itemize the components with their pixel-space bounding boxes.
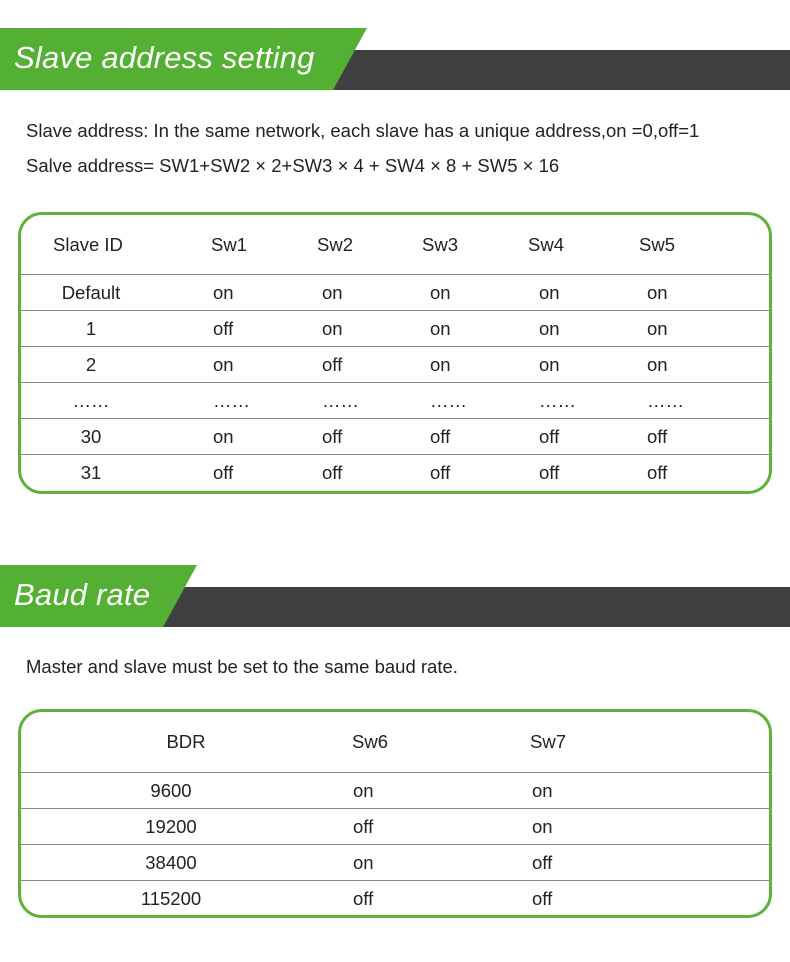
table-cell: 9600 xyxy=(150,780,192,801)
table-cell: off xyxy=(322,354,343,375)
table-cell: off xyxy=(430,426,451,447)
slave-id-table xyxy=(18,212,772,494)
header-cell: Sw4 xyxy=(528,233,564,255)
baud-section-banner xyxy=(0,565,790,627)
table-cell: …… xyxy=(213,390,250,411)
table-cell: 30 xyxy=(80,426,102,447)
table-row xyxy=(21,346,769,383)
table-row xyxy=(21,454,769,491)
table-cell: off xyxy=(213,462,234,483)
slave-description-line-2: Salve address= SW1+SW2 × 2+SW3 × 4 + SW4 × 8 + SW5 × 16 xyxy=(26,155,560,176)
table-cell: Default xyxy=(61,282,121,303)
table-cell: …… xyxy=(322,390,359,411)
table-cell: on xyxy=(353,780,374,801)
table-cell: on xyxy=(539,282,560,303)
header-cell: Sw7 xyxy=(530,731,566,752)
table-header-row xyxy=(21,712,769,772)
table-cell: on xyxy=(353,852,374,873)
table-row xyxy=(21,382,769,419)
table-cell: on xyxy=(647,282,668,303)
slave-description-line-1: Slave address: In the same network, each slave has a unique address,on =0,off=1 xyxy=(26,120,700,141)
table-cell: on xyxy=(647,318,668,339)
header-cell: Sw2 xyxy=(317,233,353,255)
table-header-row xyxy=(21,215,769,274)
table-cell: …… xyxy=(430,390,467,411)
table-cell: on xyxy=(322,318,343,339)
header-cell: Slave ID xyxy=(53,233,123,255)
table-cell: off xyxy=(539,426,560,447)
baud-rate-table xyxy=(18,709,772,918)
table-cell: off xyxy=(322,462,343,483)
header-cell: Sw6 xyxy=(352,731,388,752)
table-cell: on xyxy=(647,354,668,375)
section-title: Baud rate xyxy=(14,577,151,612)
table-row xyxy=(21,772,769,809)
table-cell: 31 xyxy=(80,462,102,483)
table-cell: 2 xyxy=(85,354,97,375)
table-cell: off xyxy=(539,462,560,483)
table-cell: 19200 xyxy=(145,816,197,837)
table-cell: 1 xyxy=(85,318,97,339)
table-row xyxy=(21,808,769,845)
table-cell: off xyxy=(532,888,553,909)
header-cell: Sw5 xyxy=(639,233,675,255)
table-row xyxy=(21,274,769,311)
table-row xyxy=(21,310,769,347)
table-cell: on xyxy=(213,426,234,447)
table-row xyxy=(21,418,769,455)
slave-section-banner xyxy=(0,28,790,90)
header-cell: BDR xyxy=(166,731,206,752)
table-cell: on xyxy=(322,282,343,303)
table-cell: off xyxy=(647,426,668,447)
header-cell: Sw1 xyxy=(211,233,247,255)
table-cell: on xyxy=(213,282,234,303)
table-cell: on xyxy=(539,354,560,375)
table-cell: off xyxy=(353,816,374,837)
table-cell: …… xyxy=(539,390,576,411)
table-cell: off xyxy=(322,426,343,447)
table-cell: off xyxy=(647,462,668,483)
table-cell: on xyxy=(213,354,234,375)
table-cell: on xyxy=(430,282,451,303)
table-cell: off xyxy=(532,852,553,873)
header-cell: Sw3 xyxy=(422,233,458,255)
table-cell: …… xyxy=(647,390,684,411)
baud-description: Master and slave must be set to the same baud rate. xyxy=(26,656,458,677)
table-row xyxy=(21,880,769,917)
table-cell: on xyxy=(430,318,451,339)
table-cell: …… xyxy=(72,390,110,411)
table-cell: on xyxy=(532,816,553,837)
table-cell: off xyxy=(213,318,234,339)
section-title: Slave address setting xyxy=(14,40,315,75)
table-cell: off xyxy=(353,888,374,909)
table-cell: 115200 xyxy=(140,888,202,909)
table-cell: on xyxy=(532,780,553,801)
table-cell: 38400 xyxy=(145,852,197,873)
table-cell: on xyxy=(539,318,560,339)
table-cell: off xyxy=(430,462,451,483)
table-cell: on xyxy=(430,354,451,375)
table-row xyxy=(21,844,769,881)
